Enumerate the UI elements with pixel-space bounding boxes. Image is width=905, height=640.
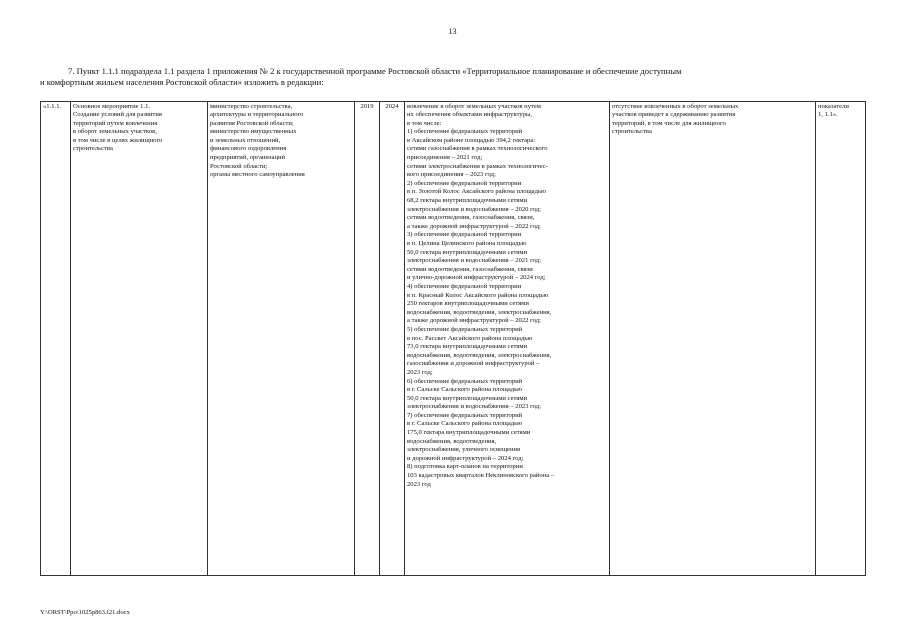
cell-text-line: 2) обеспечение федеральной территории	[407, 179, 522, 187]
cell-text-line: электроснабжения и водоснабжения – 2021 год;	[407, 257, 541, 265]
cell-text-line: 50,0 гектара внутриплощадочными сетями	[407, 394, 528, 402]
cell-text-line: водоснабжения, водоотведения,	[407, 437, 497, 445]
cell-text-line: 103 кадастровых кварталов Неклиновского района –	[407, 472, 555, 480]
cell-text-line: их обеспечения объектами инфраструктуры,	[407, 111, 533, 119]
start-year: 2019	[360, 102, 374, 110]
cell-text-line: в оборот земельных участков,	[73, 128, 157, 136]
cell-text-line: строительства	[73, 145, 113, 153]
cell-text-line: сетями газоснабжения в рамках технологического	[407, 145, 548, 153]
cell-text-line: 7) обеспечение федеральных территорий	[407, 411, 523, 419]
cell-text-line: и земельных отношений,	[210, 136, 281, 144]
cell-text-line: газоснабжения и дорожной инфраструктурой –	[407, 360, 540, 368]
cell-text-line: сетями водоотведения, газоснабжения, связи,	[407, 214, 535, 222]
cell-text-line: 250 гектаров внутриплощадочными сетями	[407, 300, 529, 308]
intro-line: и комфортным жильем населения Ростовской области» изложить в редакции:	[40, 77, 324, 87]
cell-text-line: присоединения – 2021 год;	[407, 154, 483, 162]
cell-text-line: 3) обеспечение федеральной территории	[407, 231, 522, 239]
start-year-cell	[355, 102, 380, 576]
cell-text-line: 8) подготовка карт-планов на территории	[407, 463, 523, 471]
cell-text-line: 5) обеспечение федеральных территорий	[407, 325, 523, 333]
cell-text-line: 50,0 гектара внутриплощадочными сетями	[407, 248, 528, 256]
cell-text-line: 2023 год;	[407, 368, 433, 376]
cell-text-line: Основное мероприятие 1.1.	[73, 102, 151, 110]
cell-text-line: в г. Сальске Сальского района площадью	[407, 420, 523, 428]
cell-text-line: а также дорожной инфраструктурой – 2022 год;	[407, 317, 541, 325]
cell-text-line: 175,0 гектара внутриплощадочными сетями	[407, 429, 531, 437]
page-number: 13	[448, 27, 457, 36]
cell-text-line: в пос. Рассвет Аксайского района площадью	[407, 334, 533, 342]
footer-file-path: Y:\ORST\Ppo\1025p863.f21.docx	[40, 609, 130, 616]
cell-text-line: 73,0 гектара внутриплощадочными сетями	[407, 343, 528, 351]
cell-text-line: в п. Золотой Колос Аксайского района площадью	[407, 188, 546, 196]
cell-text-line: 1) обеспечение федеральных территорий	[407, 128, 523, 136]
cell-text-line: развития Ростовской области;	[210, 119, 294, 127]
cell-text-line: электроснабжения и водоснабжения – 2023 год;	[407, 403, 541, 411]
cell-text-line: органы местного самоуправления	[210, 171, 305, 179]
cell-text-line: предприятий, организаций	[210, 154, 286, 162]
cell-text-line: электроснабжения и водоснабжения – 2020 год;	[407, 205, 541, 213]
cell-text-line: министерство строительства,	[210, 102, 293, 110]
cell-text-line: в том числе:	[407, 119, 442, 127]
cell-text-line: 1, 1.1».	[818, 111, 838, 119]
cell-text-line: отсутствие вовлеченных в оборот земельных	[612, 102, 739, 110]
measure-cell	[71, 102, 208, 576]
cell-text-line: электроснабжения, уличного освещения	[407, 446, 521, 454]
cell-text-line: сетями электроснабжения в рамках технологичес-	[407, 162, 548, 170]
cell-text-line: 6) обеспечение федеральных территорий	[407, 377, 523, 385]
program-table	[40, 101, 866, 576]
cell-text-line: в том числе в целях жилищного	[73, 136, 163, 144]
cell-text-line: водоснабжения, водоотведения, электроснабжения,	[407, 308, 552, 316]
cell-text-line: и дорожной инфраструктурой – 2024 год;	[407, 454, 524, 462]
cell-text-line: Ростовской области;	[210, 162, 268, 170]
cell-text-line: вовлечение в оборот земельных участков путем	[407, 102, 541, 110]
cell-text-line: кого присоединения – 2023 год;	[407, 171, 496, 179]
cell-text-line: в п. Целина Целинского района площадью	[407, 240, 527, 247]
cell-text-line: территорий путем вовлечения	[73, 119, 158, 127]
end-year: 2024	[385, 102, 399, 110]
result-cell	[405, 102, 610, 576]
cell-text-line: 68,2 гектара внутриплощадочными сетями	[407, 197, 528, 205]
cell-text-line: 4) обеспечение федеральной территории	[407, 282, 522, 290]
executor-cell	[208, 102, 355, 576]
intro-paragraph	[40, 66, 864, 88]
end-year-cell	[380, 102, 405, 576]
row-number: «1.1.1.	[43, 102, 62, 110]
cell-text-line: в п. Красный Колос Аксайского района площадью	[407, 291, 549, 299]
consequence-cell	[610, 102, 816, 576]
row-number-cell	[41, 102, 71, 576]
indicator-cell	[816, 102, 866, 576]
cell-text-line: сетями водоотведения, газоснабжения, связи	[407, 265, 533, 273]
cell-text-line: участков приведет к сдерживанию развития	[612, 111, 736, 119]
intro-line: 7. Пункт 1.1.1 подраздела 1.1 раздела 1 приложения № 2 к государственной программе Ростовской области «Территориальное планирование и обеспечение доступным	[68, 66, 682, 76]
cell-text-line: финансового оздоровления	[210, 145, 287, 153]
cell-text-line: и улично-дорожной инфраструктурой – 2024 год;	[407, 274, 546, 282]
cell-text-line: показатели	[818, 102, 849, 110]
cell-text-line: архитектуры и территориального	[210, 111, 304, 119]
cell-text-line: в Аксайском районе площадью 394,2 гектара:	[407, 136, 536, 144]
cell-text-line: министерство имущественных	[210, 128, 297, 136]
cell-text-line: Создание условий для развития	[73, 111, 162, 119]
cell-text-line: 2023 год	[407, 480, 431, 488]
table-row	[41, 102, 866, 576]
cell-text-line: водоснабжения, водоотведения, электроснабжения,	[407, 351, 552, 359]
cell-text-line: а также дорожной инфраструктурой – 2022 год;	[407, 222, 541, 230]
cell-text-line: в г. Сальске Сальского района площадью	[407, 386, 523, 394]
cell-text-line: строительства	[612, 128, 652, 136]
cell-text-line: территорий, в том числе для жилищного	[612, 119, 726, 127]
